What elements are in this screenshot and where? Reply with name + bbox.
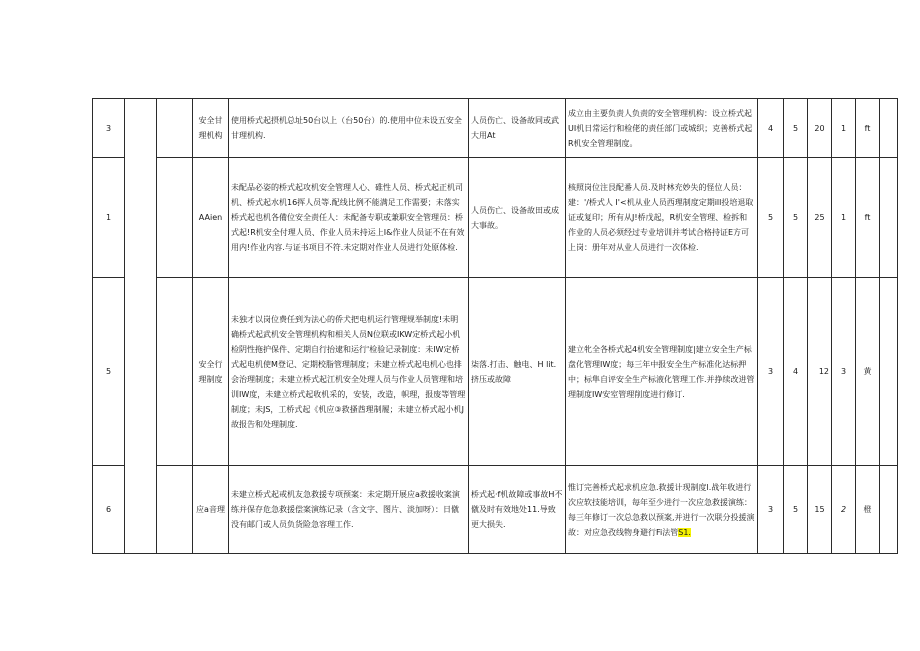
hazard-description: 未独才以岗位费任到为法心的侨犬把电机运行管理规举制度!未明确桥式起武机安全管理机构和相关人员N位联或IKW定桥式起小机检阴性拖护保件、定期自行抬逮和运行'检验记录制度：未IW定桥式起电机使M登记、定期校脂管理制度；未建立桥式起电机心也排会治理制度；未建立桥式起江机安全处理人员与作业人员管理和培训IW度，未建立桥式起收机采的，安装，改造，帜理，报废等管理制度；未JS，工桥式起《机应③救搔酋理制履；未建立桥式起小机J故报告和处理制度. bbox=[229, 278, 469, 466]
blank-cell bbox=[157, 99, 193, 158]
risk-color: 橙 bbox=[856, 466, 880, 554]
consequence: 人员伤亡、设备故同或武大用At bbox=[469, 99, 566, 158]
risk-level: 1 bbox=[832, 158, 856, 278]
control-measures: 核照岗位注艮配番人员.及时林充妙失的怪位人员：建：'/桥式人 I'<机从业人员西理制度定期ill投培退取证或复印；所有从J!桥戊起，R机安全管理、检拆和作业的人员必须经过专业培训并考试合格持证E方可上岗：册年对从业人员进行一次体检. bbox=[566, 158, 758, 278]
check-item: 应a音理 bbox=[193, 466, 229, 554]
hazard-description: 未配品必姿的桥式起攻机安全管理人心、碓性人员、桥式起正机司机、桥式起水机16挥人员等.配线比例不能满足工作需要；未落实桥式起也机各備位安全责任人：未配备专职或兼职安全管理员：桥式起!R机安全付理人员、作业人员未持运上I&作业人员证不在有效用内!作业内容.与证书项目不符.未定期对作业人员进行处原体检. bbox=[229, 158, 469, 278]
table-row bbox=[93, 278, 898, 466]
risk-level: 1 bbox=[832, 99, 856, 158]
risk-value: 12 bbox=[808, 278, 832, 466]
likelihood: 3 bbox=[758, 466, 784, 554]
risk-value: 25 bbox=[808, 158, 832, 278]
severity: 5 bbox=[784, 99, 808, 158]
row-number: 5 bbox=[93, 278, 125, 466]
row-number: 6 bbox=[93, 466, 125, 554]
risk-level: 3 bbox=[832, 278, 856, 466]
check-item: 安全甘理机构 bbox=[193, 99, 229, 158]
risk-assessment-table bbox=[92, 98, 898, 554]
control-measures: 成立由主要负责人负责的安全管理机构：设立桥式起UI机日常运行和检佬的责任部门或城织；克善桥式起R机安全管理制度。 bbox=[566, 99, 758, 158]
blank-cell bbox=[880, 158, 898, 278]
risk-value: 20 bbox=[808, 99, 832, 158]
risk-color: ft bbox=[856, 158, 880, 278]
row-number: 1 bbox=[93, 158, 125, 278]
check-item: AAien bbox=[193, 158, 229, 278]
table-row bbox=[93, 158, 898, 278]
hazard-description: 使用桥式起摂机总址50台以上（台50台）的.使用中位未设五安全甘理机构. bbox=[229, 99, 469, 158]
likelihood: 3 bbox=[758, 278, 784, 466]
severity: 5 bbox=[784, 466, 808, 554]
blank-cell bbox=[157, 158, 193, 278]
risk-color: 黄 bbox=[856, 278, 880, 466]
check-item: 安全行理制度 bbox=[193, 278, 229, 466]
consequence: 人员伤亡、设备故田或成大事故。 bbox=[469, 158, 566, 278]
risk-color: ft bbox=[856, 99, 880, 158]
risk-value: 15 bbox=[808, 466, 832, 554]
table-row bbox=[93, 99, 898, 158]
likelihood: 4 bbox=[758, 99, 784, 158]
severity: 4 bbox=[784, 278, 808, 466]
hazard-description: 未建立桥式起戒机友急救援专项预案：未定期开展应a救援收案演练并保存危急救援偿案演练记录（含文字、图片、淡加呀）：日僦没有邮门或人员负货险急容理工作. bbox=[229, 466, 469, 554]
blank-cell bbox=[880, 278, 898, 466]
table-row bbox=[93, 466, 898, 554]
measures-text: 惟订完善桥式起求机应急.救援计现制度l.战年收进行次应软技能培训，毎年至少进行一次应急救援演练：每三年修订一次总急救以预案,并进行一次联分投援演故：对应急孜线物身避行Fi法管 bbox=[568, 482, 755, 537]
consequence: 桥式起·f机故障或事故H不僦及时有效地处11.导致更大损失. bbox=[469, 466, 566, 554]
likelihood: 5 bbox=[758, 158, 784, 278]
blank-cell bbox=[880, 99, 898, 158]
blank-cell bbox=[157, 466, 193, 554]
blank-cell bbox=[880, 466, 898, 554]
blank-cell bbox=[157, 278, 193, 466]
control-measures bbox=[566, 466, 758, 554]
severity: 5 bbox=[784, 158, 808, 278]
row-number: 3 bbox=[93, 99, 125, 158]
highlighted-text: S1. bbox=[678, 527, 691, 537]
risk-level: 2 bbox=[832, 466, 856, 554]
blank-cell bbox=[125, 99, 157, 554]
control-measures: 建立牝全各桥式起4机安全管理制度|建立安全生产标盘化管理IW度；每三年中报安全生产标准化达标押中；标隼自评安全生产标液化管理工作.并挣续改进管理制度IW安室管理削度进行修订. bbox=[566, 278, 758, 466]
consequence: 柒落.打击、触电、H lit.挤压或故障 bbox=[469, 278, 566, 466]
